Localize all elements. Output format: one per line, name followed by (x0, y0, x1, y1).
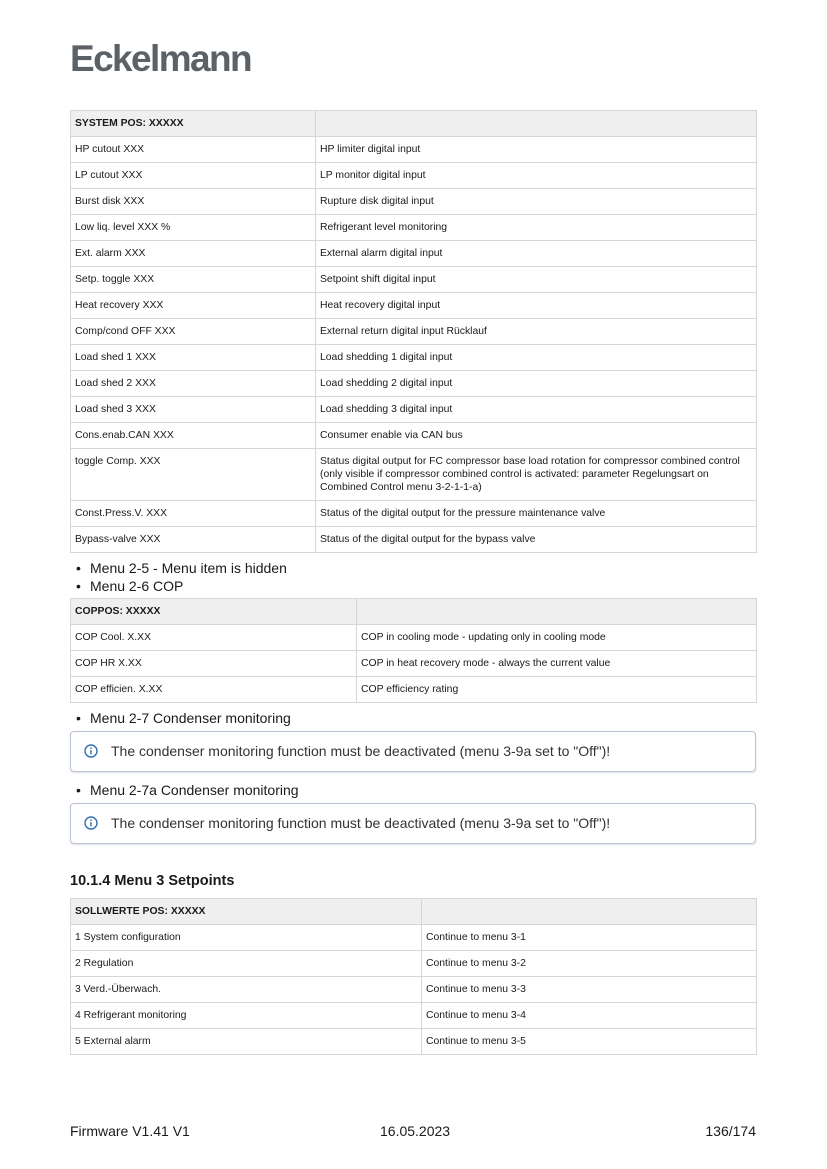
row-description: Continue to menu 3-5 (422, 1029, 757, 1055)
table-row (71, 449, 757, 501)
info-note-text: The condenser monitoring function must be deactivated (menu 3-9a set to "Off")! (111, 815, 611, 831)
row-description: Setpoint shift digital input (316, 267, 757, 293)
setpoints-table (70, 898, 757, 1055)
row-description: Rupture disk digital input (316, 189, 757, 215)
table-row (71, 371, 757, 397)
list-item: • Menu 2-7a Condenser monitoring (70, 781, 299, 799)
row-description: COP in cooling mode - updating only in cooling mode (357, 625, 757, 651)
bullet-list-menu-2-7 (70, 709, 291, 727)
info-note-text: The condenser monitoring function must be deactivated (menu 3-9a set to "Off")! (111, 743, 611, 759)
row-label: Cons.enab.CAN XXX (71, 423, 316, 449)
table-row (71, 423, 757, 449)
row-description: HP limiter digital input (316, 137, 757, 163)
row-description: Continue to menu 3-4 (422, 1003, 757, 1029)
system-status-table (70, 110, 757, 553)
row-description: LP monitor digital input (316, 163, 757, 189)
table-row (71, 925, 757, 951)
table-row (71, 501, 757, 527)
info-note (70, 731, 756, 772)
row-label: 1 System configuration (71, 925, 422, 951)
row-label: Bypass-valve XXX (71, 527, 316, 553)
row-label: HP cutout XXX (71, 137, 316, 163)
table-row (71, 951, 757, 977)
info-note (70, 803, 756, 844)
row-description: Continue to menu 3-3 (422, 977, 757, 1003)
table-row (71, 397, 757, 423)
list-item: • Menu 2-6 COP (70, 577, 287, 595)
info-icon (84, 744, 98, 758)
table-row (71, 1003, 757, 1029)
row-label: Burst disk XXX (71, 189, 316, 215)
row-description: Status digital output for FC compressor base load rotation for compressor combined control (only visible if compressor combined control is activated: parameter Regelungsart on Combined Control menu 3-2-1-1-a) (316, 449, 757, 501)
row-label: COP Cool. X.XX (71, 625, 357, 651)
row-label: Comp/cond OFF XXX (71, 319, 316, 345)
row-description: Continue to menu 3-1 (422, 925, 757, 951)
table-row (71, 189, 757, 215)
row-description: Refrigerant level monitoring (316, 215, 757, 241)
info-icon (84, 816, 98, 830)
row-label: Setp. toggle XXX (71, 267, 316, 293)
table-row (71, 241, 757, 267)
row-label: Const.Press.V. XXX (71, 501, 316, 527)
list-item: • Menu 2-7 Condenser monitoring (70, 709, 291, 727)
row-label: Load shed 1 XXX (71, 345, 316, 371)
table-header-cell: COPPOS: XXXXX (71, 599, 357, 625)
table-row (71, 163, 757, 189)
table-row (71, 137, 757, 163)
row-label: LP cutout XXX (71, 163, 316, 189)
row-description: COP efficiency rating (357, 677, 757, 703)
table-row (71, 651, 757, 677)
footer-firmware-version: Firmware V1.41 V1 (70, 1123, 190, 1139)
table-header-cell-empty (316, 111, 757, 137)
table-header-row (71, 899, 757, 925)
row-description: Heat recovery digital input (316, 293, 757, 319)
eckelmann-logo: Eckelmann (70, 38, 251, 79)
section-heading: 10.1.4 Menu 3 Setpoints (70, 873, 235, 889)
row-label: COP HR X.XX (71, 651, 357, 677)
row-description: Consumer enable via CAN bus (316, 423, 757, 449)
table-header-cell-empty (422, 899, 757, 925)
row-description: External return digital input Rücklauf (316, 319, 757, 345)
table-row (71, 267, 757, 293)
row-description: Status of the digital output for the bypass valve (316, 527, 757, 553)
row-label: toggle Comp. XXX (71, 449, 316, 501)
row-label: Ext. alarm XXX (71, 241, 316, 267)
footer-date: 16.05.2023 (380, 1123, 451, 1139)
row-label: COP efficien. X.XX (71, 677, 357, 703)
row-label: Heat recovery XXX (71, 293, 316, 319)
table-row (71, 625, 757, 651)
table-row (71, 1029, 757, 1055)
table-row (71, 319, 757, 345)
row-label: 5 External alarm (71, 1029, 422, 1055)
row-description: External alarm digital input (316, 241, 757, 267)
table-row (71, 293, 757, 319)
table-header-cell: SYSTEM POS: XXXXX (71, 111, 316, 137)
table-row (71, 977, 757, 1003)
list-item: • Menu 2-5 - Menu item is hidden (70, 559, 287, 577)
table-header-cell-empty (357, 599, 757, 625)
table-row (71, 677, 757, 703)
footer-page-number: 136/174 (705, 1123, 756, 1139)
row-description: Load shedding 1 digital input (316, 345, 757, 371)
table-row (71, 345, 757, 371)
bullet-list-menu-2-7a (70, 781, 299, 799)
row-description: Continue to menu 3-2 (422, 951, 757, 977)
table-row (71, 215, 757, 241)
table-row (71, 527, 757, 553)
table-header-row (71, 599, 757, 625)
cop-table (70, 598, 757, 703)
table-header-cell: SOLLWERTE POS: XXXXX (71, 899, 422, 925)
table-header-row (71, 111, 757, 137)
row-description: COP in heat recovery mode - always the current value (357, 651, 757, 677)
row-description: Load shedding 2 digital input (316, 371, 757, 397)
row-description: Status of the digital output for the pressure maintenance valve (316, 501, 757, 527)
row-label: 2 Regulation (71, 951, 422, 977)
row-label: 3 Verd.-Überwach. (71, 977, 422, 1003)
row-label: Low liq. level XXX % (71, 215, 316, 241)
row-label: 4 Refrigerant monitoring (71, 1003, 422, 1029)
row-label: Load shed 3 XXX (71, 397, 316, 423)
bullet-list-menu-2-5-2-6 (70, 559, 287, 595)
row-label: Load shed 2 XXX (71, 371, 316, 397)
row-description: Load shedding 3 digital input (316, 397, 757, 423)
